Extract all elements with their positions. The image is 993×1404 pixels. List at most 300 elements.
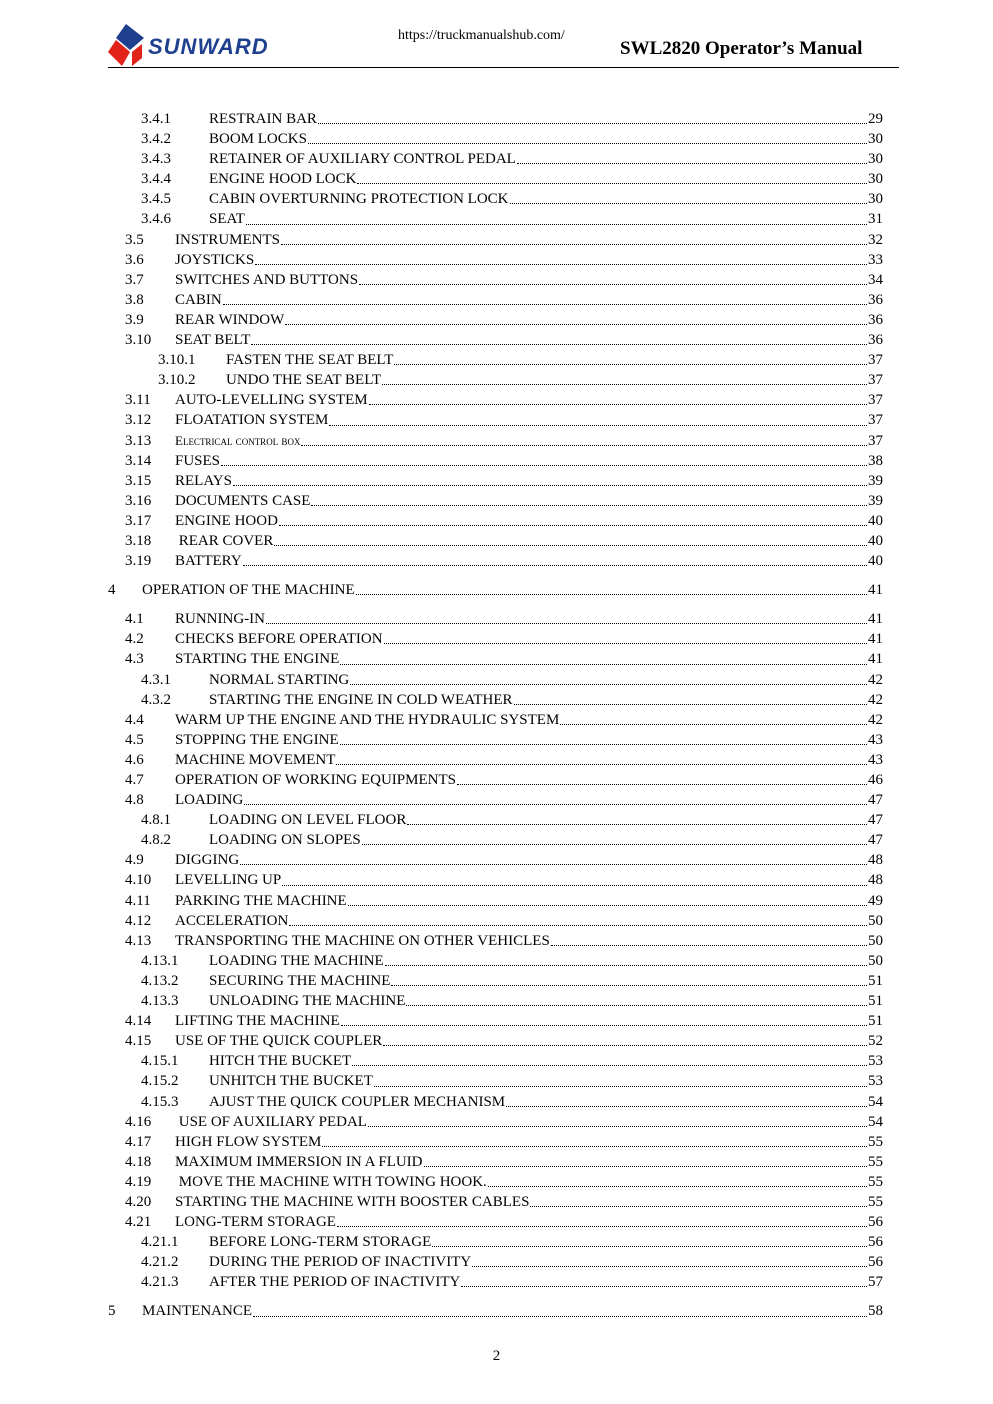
toc-entry-title: RETAINER OF AUXILIARY CONTROL PEDAL [209,151,516,168]
toc-dot-leader [322,1146,867,1147]
toc-entry[interactable] [108,290,883,310]
toc-dot-leader [274,545,867,546]
toc-dot-leader [424,1166,867,1167]
toc-entry-title: BOOM LOCKS [209,131,307,148]
toc-dot-leader [266,623,867,624]
toc-entry-title: SWITCHES AND BUTTONS [175,271,359,288]
toc-entry-page: 43 [868,751,883,768]
toc-entry[interactable] [108,129,883,149]
toc-entry-number: 4.12 [125,912,152,929]
toc-entry-page: 42 [868,671,883,688]
toc-dot-leader [341,1025,867,1026]
toc-entry-title: NORMAL STARTING [209,671,350,688]
toc-dot-leader [472,1266,867,1267]
toc-entry[interactable] [108,1192,883,1212]
toc-entry[interactable] [108,730,883,750]
toc-entry-page: 49 [868,892,883,909]
logo-text: SUNWARD [148,34,269,59]
toc-entry[interactable] [108,690,883,710]
toc-dot-leader [506,1106,867,1107]
toc-entry-page: 37 [868,372,883,389]
toc-dot-leader [551,945,867,946]
toc-entry[interactable] [108,649,883,669]
toc-dot-leader [221,465,867,466]
toc-entry[interactable] [108,1172,883,1192]
toc-entry-page: 47 [868,812,883,829]
toc-entry[interactable] [108,580,883,600]
toc-dot-leader [348,905,867,906]
toc-entry-number: 4.3.1 [141,671,171,688]
toc-entry-number: 4.16 [125,1113,152,1130]
toc-entry-number: 4.7 [125,772,144,788]
toc-entry-title: UNLOADING THE MACHINE [209,993,406,1010]
toc-entry-number: 4.17 [125,1133,152,1150]
toc-entry-title: MACHINE MOVEMENT [175,751,336,768]
toc-entry-number: 4.11 [125,892,151,909]
sunward-logo-icon [108,24,144,66]
toc-entry-title: LOADING ON SLOPES [209,832,361,849]
toc-dot-leader [432,1246,867,1247]
toc-dot-leader [336,764,867,765]
toc-entry[interactable] [108,770,883,790]
toc-entry-number: 3.19 [125,553,152,570]
toc-dot-leader [530,1206,867,1207]
toc-entry[interactable] [108,1051,883,1071]
toc-entry[interactable] [108,670,883,690]
toc-entry[interactable] [108,390,883,410]
toc-entry[interactable] [108,410,883,430]
toc-entry-number: 3.6 [125,251,144,268]
toc-entry-title: SEAT BELT [175,332,251,349]
toc-entry-title: BEFORE LONG-TERM STORAGE [209,1234,432,1251]
toc-entry-title: RUNNING-IN [175,611,265,628]
toc-entry-title: ENGINE HOOD LOCK [209,171,357,188]
toc-entry-number: 3.4.3 [141,151,171,168]
toc-entry-number: 4.3 [125,651,144,668]
toc-dot-leader [279,525,867,526]
source-url[interactable]: https://truckmanualshub.com/ [398,28,565,43]
toc-entry-page: 33 [868,251,883,268]
toc-entry-page: 48 [868,872,883,889]
toc-entry-title: RESTRAIN BAR [209,111,317,127]
toc-entry-number: 4.15 [125,1033,152,1050]
sunward-logo [108,24,278,66]
toc-entry-title: DOCUMENTS CASE [175,492,311,509]
toc-entry-number: 4.8.1 [141,812,171,829]
toc-entry-title: Electrical control box [175,432,301,448]
toc-dot-leader [369,404,867,405]
toc-entry-title: AUTO-LEVELLING SYSTEM [175,392,368,409]
toc-entry-page: 36 [868,291,883,308]
toc-entry-page: 40 [868,512,883,529]
manual-title: SWL2820 Operator’s Manual [620,38,863,59]
toc-entry-page: 51 [868,972,883,989]
toc-entry-number: 3.12 [125,412,152,429]
toc-entry-title: INSTRUMENTS [175,231,281,248]
toc-dot-leader [488,1186,867,1187]
toc-entry-number: 4.6 [125,751,144,768]
toc-entry-number: 3.5 [125,231,144,248]
toc-entry-number: 3.4.6 [141,211,171,228]
toc-entry-page: 46 [868,772,883,788]
toc-entry[interactable] [108,991,883,1011]
toc-entry-page: 41 [868,611,883,628]
toc-entry-title: STARTING THE MACHINE WITH BOOSTER CABLES [175,1193,530,1210]
toc-entry[interactable] [108,471,883,491]
toc-entry-page: 36 [868,332,883,349]
toc-entry[interactable] [108,531,883,551]
toc-entry-page: 37 [868,432,883,449]
toc-entry[interactable] [108,870,883,890]
toc-entry[interactable] [108,810,883,830]
toc-dot-leader [368,1126,867,1127]
toc-entry-number: 4.18 [125,1153,152,1170]
toc-entry[interactable] [108,169,883,189]
toc-entry-page: 48 [868,852,883,869]
toc-entry-page: 34 [868,271,883,288]
toc-entry[interactable] [108,491,883,511]
toc-entry-title: DURING THE PERIOD OF INACTIVITY [209,1254,472,1271]
toc-dot-leader [374,1086,867,1087]
toc-entry[interactable] [108,1212,883,1232]
toc-dot-leader [301,445,867,446]
toc-entry-title: OPERATION OF THE MACHINE [142,582,355,599]
toc-dot-leader [255,264,867,265]
toc-entry[interactable] [108,350,883,370]
toc-entry-number: 4.8.2 [141,832,171,849]
toc-entry-title: DIGGING [175,852,240,869]
toc-entry-title: LONG-TERM STORAGE [175,1214,336,1231]
toc-dot-leader [253,1316,867,1317]
toc-entry-page: 55 [868,1153,883,1170]
table-of-contents [108,109,883,1331]
toc-entry-title: FUSES [175,452,221,469]
toc-entry-title: SECURING THE MACHINE [209,972,391,989]
toc-dot-leader [407,824,867,825]
toc-entry-number: 3.4.1 [141,111,171,127]
toc-dot-leader [337,1226,867,1227]
toc-dot-leader [383,1045,867,1046]
toc-dot-leader [329,425,867,426]
toc-dot-leader [514,704,867,705]
toc-entry-page: 56 [868,1234,883,1251]
toc-entry[interactable] [108,511,883,531]
toc-entry-page: 37 [868,352,883,369]
toc-entry-number: 4.9 [125,852,144,869]
toc-entry[interactable] [108,330,883,350]
toc-entry[interactable] [108,1272,883,1292]
toc-entry[interactable] [108,931,883,951]
toc-entry-page: 55 [868,1133,883,1150]
toc-dot-leader [282,885,867,886]
toc-entry[interactable] [108,850,883,870]
toc-entry-page: 50 [868,932,883,949]
toc-entry-title: LEVELLING UP [175,872,282,889]
toc-entry-page: 39 [868,472,883,489]
toc-entry[interactable] [108,971,883,991]
toc-entry-page: 30 [868,171,883,188]
toc-dot-leader [240,864,867,865]
toc-entry-page: 50 [868,912,883,929]
toc-entry-number: 4.3.2 [141,691,171,708]
toc-entry-title: MOVE THE MACHINE WITH TOWING HOOK. [175,1173,487,1190]
toc-entry-page: 41 [868,631,883,648]
toc-entry-title: USE OF AUXILIARY PEDAL [175,1113,367,1130]
toc-entry[interactable] [108,250,883,270]
toc-dot-leader [510,203,867,204]
toc-entry[interactable] [108,951,883,971]
toc-entry[interactable] [108,830,883,850]
toc-dot-leader [281,244,867,245]
toc-dot-leader [406,1005,867,1006]
toc-entry-title: AFTER THE PERIOD OF INACTIVITY [209,1274,461,1291]
toc-entry-number: 4.13.2 [141,972,179,989]
toc-entry-number: 4 [108,582,116,599]
toc-entry-title: CABIN OVERTURNING PROTECTION LOCK [209,191,509,208]
toc-entry-title: RELAYS [175,472,232,489]
toc-entry-title: LOADING THE MACHINE [209,952,384,969]
toc-entry-number: 3.4.4 [141,171,171,188]
toc-dot-leader [340,744,867,745]
toc-dot-leader [233,485,867,486]
toc-entry-title: REAR COVER [175,532,274,549]
toc-dot-leader [357,183,867,184]
toc-dot-leader [340,664,867,665]
toc-entry-page: 47 [868,832,883,849]
toc-dot-leader [391,985,867,986]
toc-entry-title: STOPPING THE ENGINE [175,731,339,748]
toc-entry-number: 4.15.3 [141,1093,179,1110]
toc-entry-title: TRANSPORTING THE MACHINE ON OTHER VEHICLES [175,932,550,949]
toc-entry-page: 30 [868,151,883,168]
toc-entry-number: 4.15.2 [141,1073,179,1090]
toc-entry[interactable] [108,209,883,229]
toc-entry-number: 3.10.2 [158,372,196,389]
toc-entry-page: 30 [868,191,883,208]
toc-entry-number: 4.21.1 [141,1234,179,1251]
toc-entry[interactable] [108,109,883,129]
toc-entry[interactable] [108,1152,883,1172]
header-divider [108,67,899,68]
toc-entry-number: 4.4 [125,711,144,728]
toc-entry-title: STARTING THE ENGINE [175,651,340,668]
toc-entry-page: 58 [868,1303,883,1320]
toc-entry-page: 36 [868,311,883,328]
toc-entry-page: 53 [868,1073,883,1090]
toc-entry-title: REAR WINDOW [175,311,285,328]
toc-entry-page: 31 [868,211,883,228]
toc-entry[interactable] [108,1232,883,1252]
toc-entry-title: LIFTING THE MACHINE [175,1013,340,1030]
toc-entry[interactable] [108,911,883,931]
toc-entry-number: 4.20 [125,1193,152,1210]
toc-entry[interactable] [108,1252,883,1272]
toc-entry-title: AJUST THE QUICK COUPLER MECHANISM [209,1093,506,1110]
toc-entry-page: 50 [868,952,883,969]
toc-entry[interactable] [108,310,883,330]
toc-entry-page: 39 [868,492,883,509]
toc-entry[interactable] [108,1071,883,1091]
toc-entry-title: HITCH THE BUCKET [209,1053,352,1070]
toc-dot-leader [384,643,867,644]
toc-dot-leader [244,804,867,805]
toc-entry-number: 3.4.2 [141,131,171,148]
toc-dot-leader [461,1286,867,1287]
toc-entry-page: 29 [868,111,883,127]
toc-dot-leader [285,324,867,325]
toc-entry-title: LOADING [175,792,244,809]
toc-entry[interactable] [108,149,883,169]
toc-entry-page: 42 [868,711,883,728]
toc-entry-number: 3.10.1 [158,352,196,369]
toc-entry[interactable] [108,551,883,571]
toc-dot-leader [311,505,867,506]
toc-dot-leader [560,724,867,725]
toc-entry-title: ACCELERATION [175,912,289,929]
toc-dot-leader [394,364,867,365]
toc-dot-leader [251,344,867,345]
toc-dot-leader [289,925,867,926]
toc-entry-number: 3.16 [125,492,152,509]
toc-entry-title: ENGINE HOOD [175,512,278,529]
toc-entry-title: LOADING ON LEVEL FLOOR [209,812,407,829]
toc-dot-leader [350,684,867,685]
toc-entry-title: PARKING THE MACHINE [175,892,347,909]
toc-entry[interactable] [108,189,883,209]
toc-entry-page: 38 [868,452,883,469]
toc-entry-number: 3.10 [125,332,152,349]
toc-entry-number: 3.7 [125,271,144,288]
toc-entry-page: 40 [868,553,883,570]
toc-entry-number: 3.14 [125,452,152,469]
toc-entry-number: 3.8 [125,291,144,308]
toc-entry-title: STARTING THE ENGINE IN COLD WEATHER [209,691,513,708]
toc-entry-page: 37 [868,392,883,409]
toc-entry-number: 4.8 [125,792,144,809]
toc-entry[interactable] [108,1301,883,1321]
toc-entry-number: 3.17 [125,512,152,529]
toc-entry-page: 37 [868,412,883,429]
toc-entry-number: 4.15.1 [141,1053,179,1070]
toc-entry-page: 30 [868,131,883,148]
toc-entry-page: 54 [868,1093,883,1110]
toc-entry-title: FLOATATION SYSTEM [175,412,329,429]
toc-entry-number: 4.5 [125,731,144,748]
toc-entry-number: 3.9 [125,311,144,328]
toc-dot-leader [246,224,867,225]
toc-entry-number: 3.4.5 [141,191,171,208]
toc-entry-title: USE OF THE QUICK COUPLER [175,1033,383,1050]
toc-entry-number: 4.13 [125,932,152,949]
toc-entry[interactable] [108,1132,883,1152]
toc-entry-number: 3.11 [125,392,151,409]
page-number: 2 [492,1348,501,1364]
toc-entry-page: 42 [868,691,883,708]
toc-entry[interactable] [108,230,883,250]
toc-entry[interactable] [108,370,883,390]
toc-entry-number: 3.18 [125,532,152,549]
toc-entry-number: 4.21.3 [141,1274,179,1291]
toc-entry-number: 4.2 [125,631,144,648]
toc-dot-leader [356,594,867,595]
toc-entry[interactable] [108,750,883,770]
toc-entry-page: 43 [868,731,883,748]
toc-entry-number: 5 [108,1303,116,1320]
toc-entry[interactable] [108,1011,883,1031]
toc-entry-title: OPERATION OF WORKING EQUIPMENTS [175,772,456,788]
toc-entry-page: 55 [868,1173,883,1190]
toc-dot-leader [382,384,867,385]
toc-entry-number: 4.13.1 [141,952,179,969]
toc-entry[interactable] [108,790,883,810]
toc-entry-number: 4.21.2 [141,1254,179,1271]
toc-entry-page: 55 [868,1193,883,1210]
toc-entry-number: 3.13 [125,432,152,449]
toc-entry-number: 3.15 [125,472,152,489]
toc-entry-title: WARM UP THE ENGINE AND THE HYDRAULIC SYSTEM [175,711,560,728]
toc-entry-title: SEAT [209,211,245,228]
toc-entry-page: 51 [868,1013,883,1030]
toc-dot-leader [223,304,867,305]
toc-entry-title: FASTEN THE SEAT BELT [226,352,394,369]
toc-entry[interactable] [108,710,883,730]
toc-entry-title: MAINTENANCE [142,1303,252,1320]
toc-entry-title: MAXIMUM IMMERSION IN A FLUID [175,1153,423,1170]
toc-entry-number: 4.19 [125,1173,152,1190]
toc-entry-number: 4.13.3 [141,993,179,1010]
toc-entry[interactable] [108,891,883,911]
toc-entry-title: CABIN [175,291,222,308]
toc-entry-page: 41 [868,582,883,599]
toc-dot-leader [359,284,867,285]
toc-entry[interactable] [108,609,883,629]
toc-entry[interactable] [108,451,883,471]
toc-entry-page: 56 [868,1214,883,1231]
toc-entry[interactable] [108,1031,883,1051]
toc-entry-page: 51 [868,993,883,1010]
toc-entry-page: 53 [868,1053,883,1070]
toc-dot-leader [352,1065,867,1066]
toc-entry[interactable] [108,629,883,649]
toc-entry-page: 40 [868,532,883,549]
toc-entry-title: UNDO THE SEAT BELT [226,372,382,389]
toc-dot-leader [243,565,867,566]
toc-entry-title: JOYSTICKS [175,251,255,268]
toc-entry[interactable] [108,270,883,290]
toc-dot-leader [457,784,867,785]
toc-entry-title: HIGH FLOW SYSTEM [175,1133,322,1150]
toc-entry-page: 32 [868,231,883,248]
toc-entry[interactable] [108,1112,883,1132]
toc-entry-number: 4.1 [125,611,144,628]
toc-entry-title: BATTERY [175,553,242,570]
toc-entry-number: 4.10 [125,872,152,889]
toc-entry[interactable] [108,431,883,451]
toc-entry-page: 41 [868,651,883,668]
toc-dot-leader [517,163,867,164]
toc-entry-page: 52 [868,1033,883,1050]
toc-entry-number: 4.14 [125,1013,152,1030]
toc-dot-leader [385,965,867,966]
toc-entry-page: 57 [868,1274,883,1291]
toc-entry-page: 47 [868,792,883,809]
toc-entry-page: 56 [868,1254,883,1271]
toc-entry-number: 4.21 [125,1214,152,1231]
toc-entry[interactable] [108,1092,883,1112]
toc-dot-leader [308,143,867,144]
toc-entry-title: CHECKS BEFORE OPERATION [175,631,383,648]
toc-dot-leader [362,844,867,845]
